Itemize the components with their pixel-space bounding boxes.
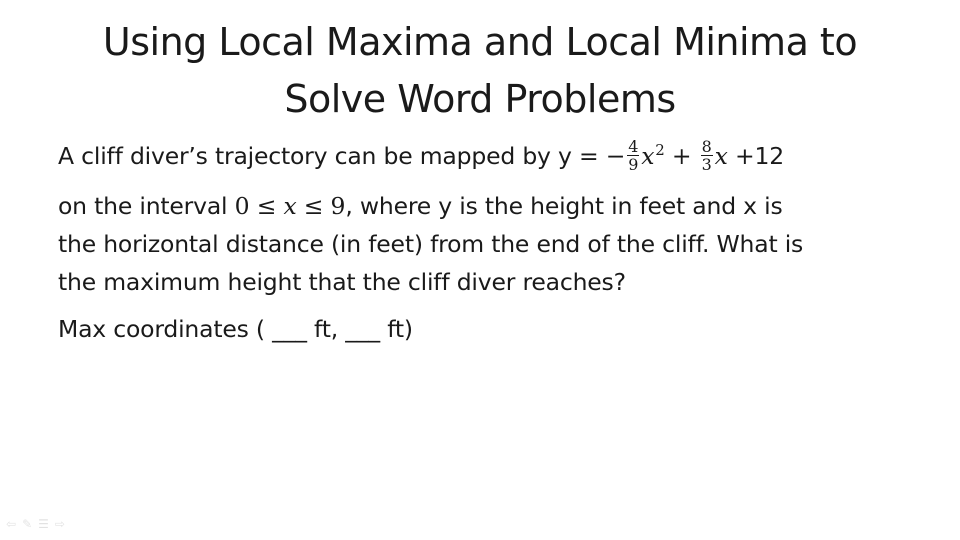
- frac1-denominator: 9: [628, 155, 639, 174]
- x-variable: x: [641, 142, 655, 170]
- interval-nine: 9: [330, 192, 346, 220]
- menu-icon[interactable]: ☰: [38, 517, 49, 531]
- line2-prefix: on the interval: [58, 192, 235, 220]
- exponent: 2: [655, 141, 665, 159]
- pen-icon[interactable]: ✎: [22, 517, 33, 531]
- title-line-1: Using Local Maxima and Local Minima to: [102, 20, 858, 64]
- le-sign-2: ≤: [296, 192, 331, 220]
- plus-sign: +: [664, 142, 699, 170]
- arrow-right-icon[interactable]: ⇨: [54, 517, 65, 531]
- frac2-denominator: 3: [701, 155, 712, 174]
- line1-suffix: +12: [727, 142, 784, 170]
- le-sign-1: ≤: [249, 192, 284, 220]
- problem-line-3: the horizontal distance (in feet) from the end of the cliff. What is: [58, 230, 804, 258]
- title-line-2: Solve Word Problems: [284, 77, 676, 121]
- slide-title: [0, 14, 960, 128]
- frac2-numerator: 8: [701, 137, 712, 156]
- problem-line-2: [58, 192, 783, 220]
- line2-suffix: , where y is the height in feet and x is: [345, 192, 783, 220]
- arrow-left-icon[interactable]: ⇦: [6, 517, 17, 531]
- x-variable-2: x: [714, 142, 728, 170]
- line1-prefix: A cliff diver’s trajectory can be mapped by y =: [58, 142, 606, 170]
- answer-line: Max coordinates ( ___ ft, ___ ft): [58, 315, 413, 343]
- problem-line-1: [58, 137, 784, 175]
- fraction-eight-thirds: [701, 138, 713, 173]
- interval-zero: 0: [234, 192, 250, 220]
- minus-sign: −: [605, 142, 626, 170]
- presentation-toolbar: [6, 517, 65, 531]
- interval-x: x: [283, 192, 297, 220]
- frac1-numerator: 4: [628, 137, 639, 156]
- problem-line-4: the maximum height that the cliff diver reaches?: [58, 268, 626, 296]
- fraction-four-ninths: [627, 138, 639, 173]
